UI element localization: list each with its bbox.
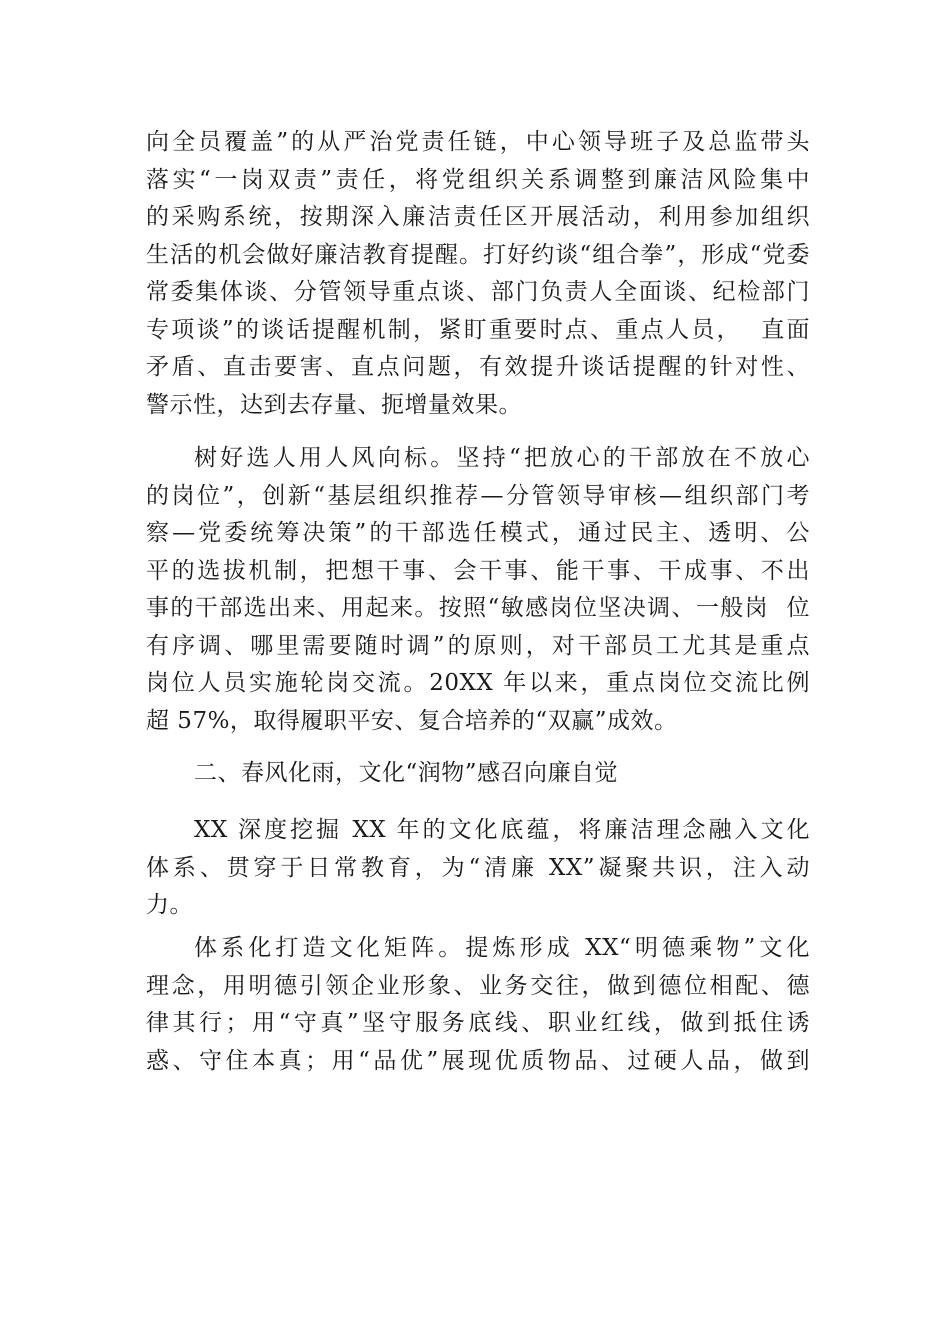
text-line: 惑、守住本真；用“品优”展现优质物品、过硬人品，做到 — [146, 1047, 810, 1074]
text-line: 岗位人员实施轮岗交流。20XX 年以来，重点岗位交流比例 — [146, 670, 810, 696]
text-line: 常委集体谈、分管领导重点谈、部门负责人全面谈、纪检部门 — [146, 279, 810, 305]
text-line: 生活的机会做好廉洁教育提醒。打好约谈“组合拳”，形成“党委 — [146, 241, 810, 268]
text-line: XX 深度挖掘 XX 年的文化底蕴，将廉洁理念融入文化 — [194, 817, 810, 843]
text-line: 的采购系统，按期深入廉洁责任区开展活动，利用参加组织 — [146, 204, 810, 230]
paragraph-4 — [146, 812, 810, 925]
text-line: 矛盾、直击要害、直点问题，有效提升谈话提醒的针对性、 — [146, 354, 810, 380]
text-line: 力。 — [146, 892, 193, 918]
text-line: 警示性，达到去存量、扼增量效果。 — [146, 391, 522, 418]
text-line: 有序调、哪里需要随时调”的原则，对干部员工尤其是重点 — [146, 632, 810, 659]
text-line: 向全员覆盖”的从严治党责任链，中心领导班子及总监带头 — [146, 129, 810, 155]
text-line: 树好选人用人风向标。坚持“把放心的干部放在不放心 — [194, 445, 810, 471]
section-heading — [146, 755, 810, 793]
text-line: 体系化打造文化矩阵。提炼形成 XX“明德乘物”文化 — [194, 935, 810, 961]
text-line: 理念，用明德引领企业形象、业务交往，做到德位相配、德 — [146, 972, 810, 999]
heading-line: 二、春风化雨，文化“润物”感召向廉自觉 — [194, 760, 619, 786]
paragraph-2 — [146, 440, 810, 740]
paragraph-1 — [146, 124, 810, 424]
text-line: 专项谈”的谈话提醒机制，紧盯重要时点、重点人员， 直面 — [146, 316, 810, 343]
text-line: 律其行；用“守真”坚守服务底线、职业红线，做到抵住诱 — [146, 1010, 810, 1036]
text-line: 落实“一岗双责”责任，将党组织关系调整到廉洁风险集中 — [146, 166, 810, 193]
text-line: 超 57%，取得履职平安、复合培养的“双赢”成效。 — [146, 707, 678, 734]
text-line: 事的干部选出来、用起来。按照“敏感岗位坚决调、一般岗 位 — [146, 595, 810, 621]
text-line: 察—党委统筹决策”的干部选任模式，通过民主、透明、公 — [146, 520, 810, 546]
text-line: 平的选拔机制，把想干事、会干事、能干事、干成事、不出 — [146, 557, 810, 584]
text-line: 的岗位”，创新“基层组织推荐—分管领导审核—组织部门考 — [146, 482, 810, 509]
paragraph-5 — [146, 930, 810, 1080]
text-line: 体系、贯穿于日常教育，为“清廉 XX”凝聚共识，注入动 — [146, 854, 810, 881]
